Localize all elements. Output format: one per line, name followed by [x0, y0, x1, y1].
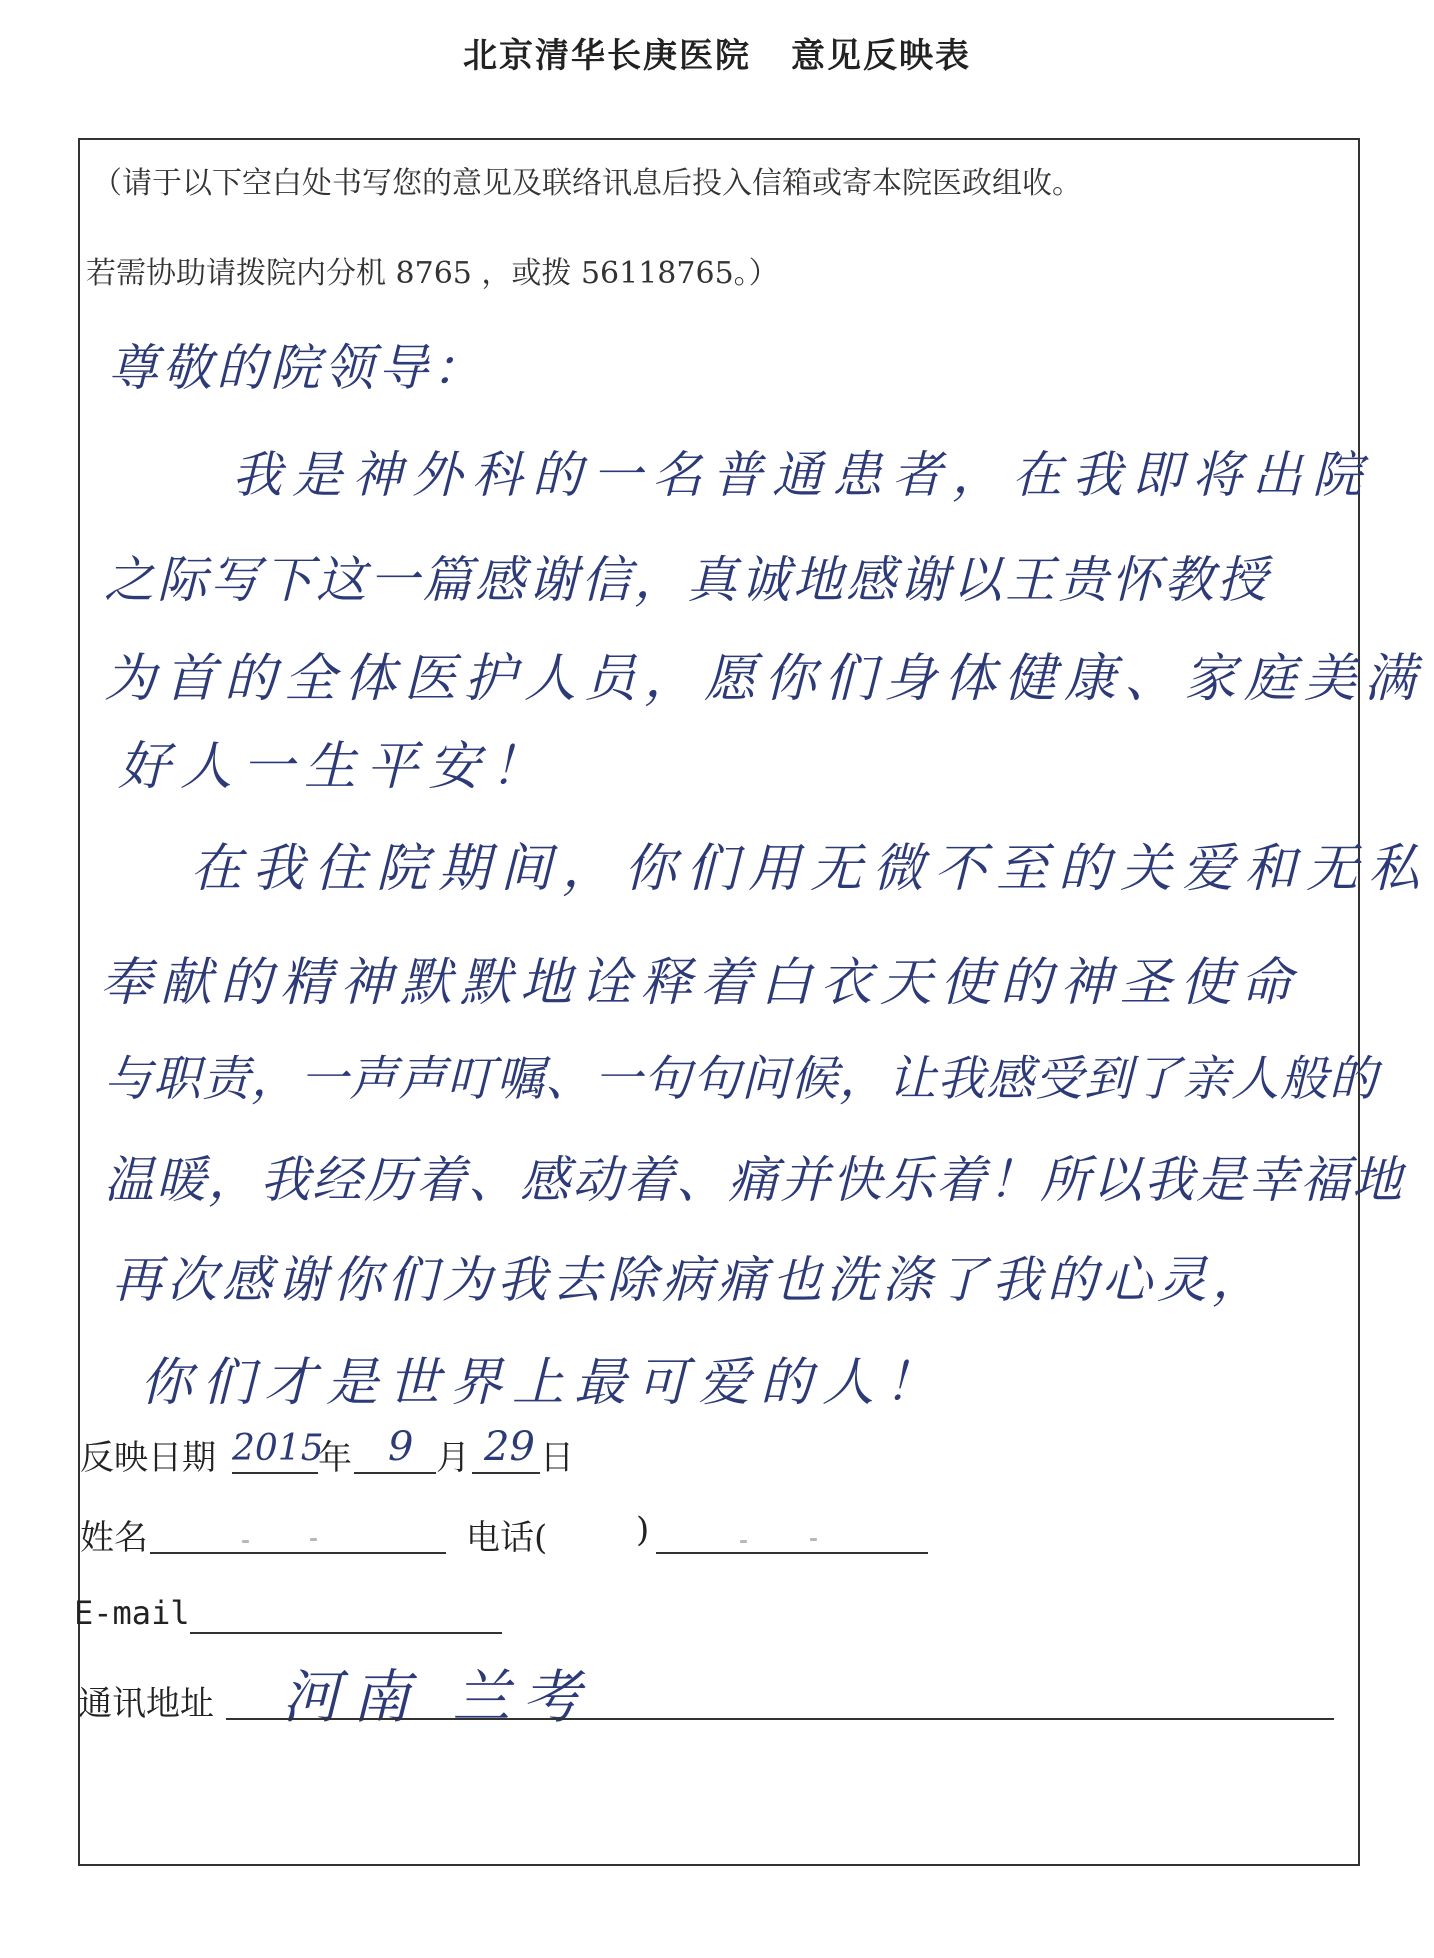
letter-line-5: 在我住院期间，你们用无微不至的关爱和无私 [190, 839, 1431, 899]
date-month-unit: 月 [436, 1438, 470, 1478]
date-day-unit: 日 [540, 1438, 574, 1478]
instruction-line-2: 若需协助请拨院内分机 8765 ，或拨 56118765。） [86, 256, 779, 291]
address-label: 通讯地址 [78, 1684, 214, 1724]
date-label: 反映日期 [80, 1438, 216, 1478]
date-day-value: 29 [484, 1424, 535, 1470]
phone-paren-close: ) [636, 1510, 650, 1550]
hospital-name: 北京清华长庚医院 [463, 36, 751, 76]
redaction-mark [740, 1540, 747, 1543]
phone-field [656, 1552, 928, 1554]
date-day-line [472, 1472, 540, 1474]
name-label: 姓名 [80, 1518, 148, 1558]
redaction-mark [810, 1538, 817, 1541]
phone-label: 电话( [466, 1518, 548, 1558]
letter-line-8: 温暖，我经历着、感动着、痛并快乐着！所以我是幸福地 [104, 1151, 1404, 1209]
redaction-mark [310, 1538, 317, 1541]
email-field [190, 1632, 502, 1634]
letter-line-3: 为首的全体医护人员，愿你们身体健康、家庭美满 [104, 649, 1425, 709]
redaction-mark [242, 1540, 249, 1543]
form-name: 意见反映表 [791, 36, 971, 76]
date-month-value: 9 [388, 1424, 414, 1470]
date-month-line [354, 1472, 436, 1474]
instruction-line-1: （请于以下空白处书写您的意见及联络讯息后投入信箱或寄本院医政组收。 [92, 166, 1082, 201]
letter-greeting: 尊敬的院领导： [108, 339, 486, 397]
address-field [226, 1718, 1334, 1720]
form-title [0, 28, 1434, 77]
letter-line-10: 你们才是世界上最可爱的人！ [140, 1353, 947, 1413]
date-year-unit: 年 [318, 1438, 352, 1478]
letter-line-7: 与职责，一声声叮嘱、一句句问候，让我感受到了亲人般的 [104, 1051, 1379, 1107]
name-field [150, 1552, 446, 1554]
letter-line-2: 之际写下这一篇感谢信，真诚地感谢以王贵怀教授 [104, 551, 1270, 609]
letter-line-1: 我是神外科的一名普通患者，在我即将出院 [232, 446, 1372, 504]
email-label: E-mail [74, 1594, 190, 1632]
letter-line-9: 再次感谢你们为我去除病痛也洗涤了我的心灵， [112, 1251, 1267, 1309]
date-year-line [232, 1472, 318, 1474]
address-value: 河南 兰考 [282, 1663, 593, 1731]
letter-line-6: 奉献的精神默默地诠释着白衣天使的神圣使命 [100, 953, 1301, 1013]
letter-line-4: 好人一生平安！ [118, 737, 553, 797]
date-year-value: 2015 [232, 1428, 324, 1469]
